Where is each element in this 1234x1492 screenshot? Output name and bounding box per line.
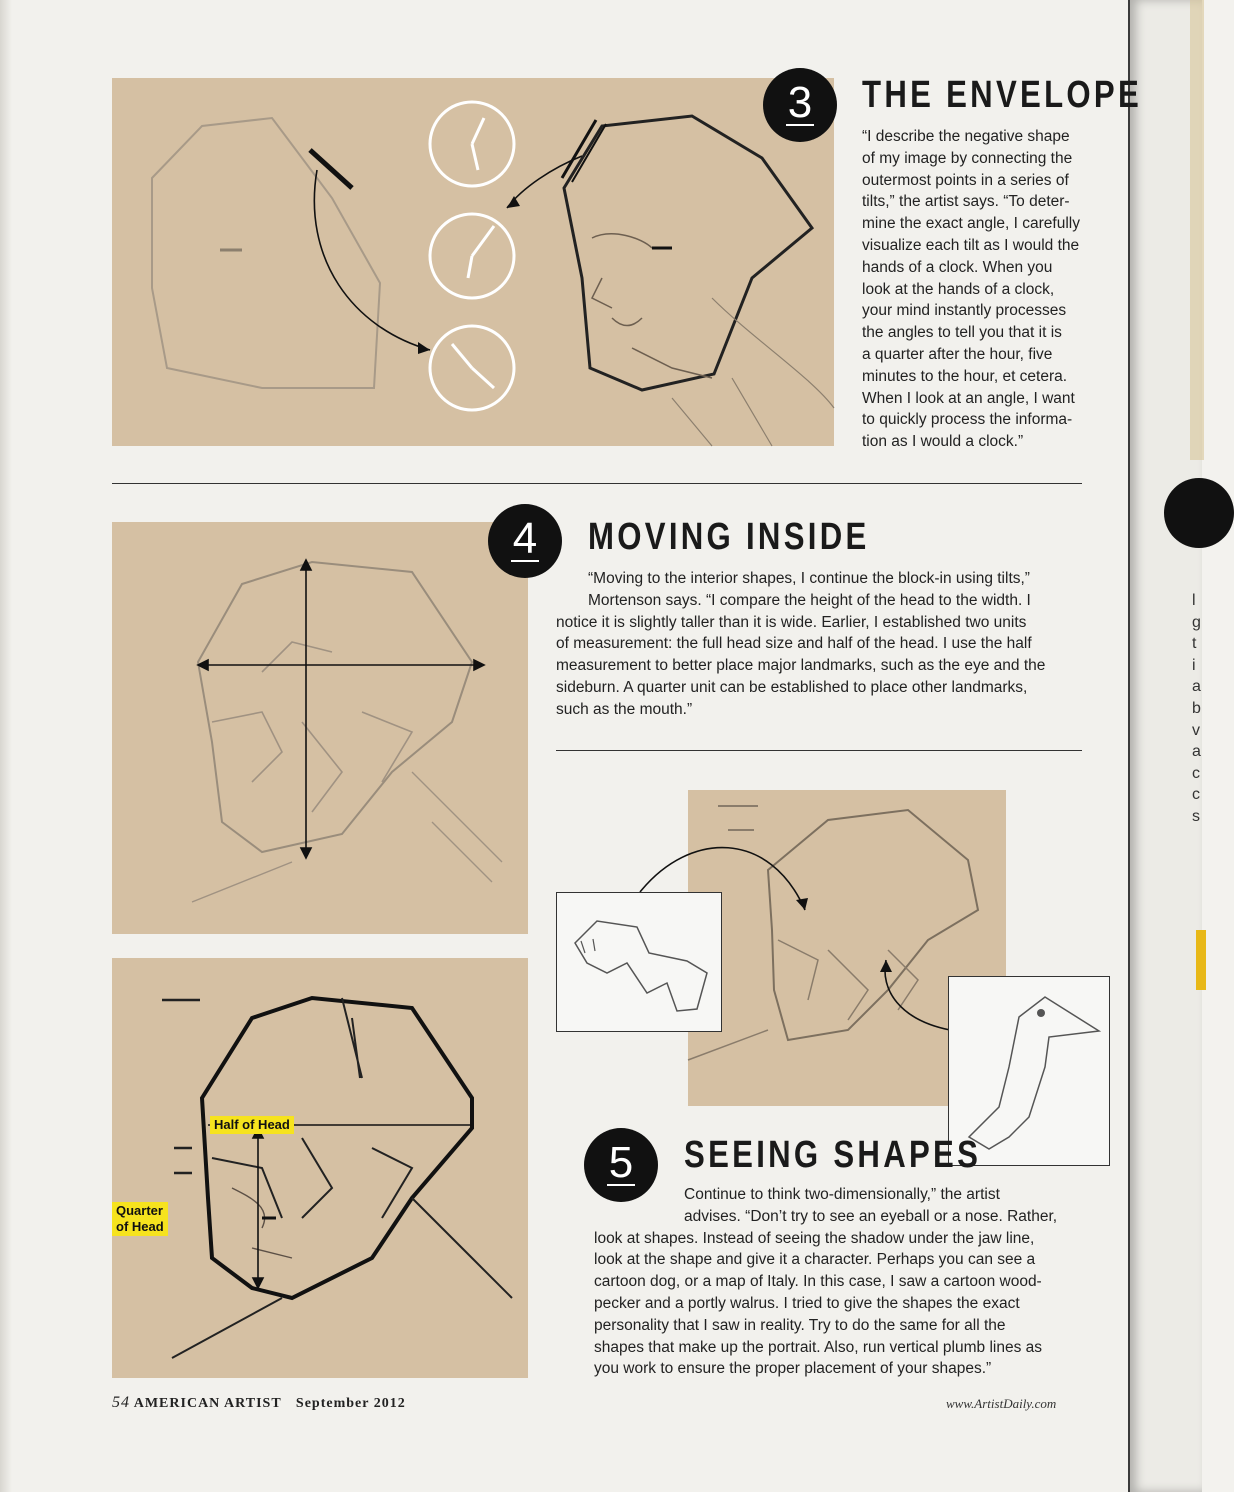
body-line: measurement to better place major landmarks, such as the eye and the bbox=[556, 657, 1046, 675]
page-number: 54 bbox=[112, 1394, 130, 1411]
next-page-letter: b bbox=[1192, 699, 1201, 717]
body-line: When I look at an angle, I want bbox=[862, 389, 1075, 407]
body-line: to quickly process the informa- bbox=[862, 411, 1073, 429]
body-line: notice it is slightly taller than it is wide. Earlier, I established two units bbox=[556, 613, 1027, 631]
section-5-heading: SEEING SHAPES bbox=[684, 1134, 982, 1176]
page-footer bbox=[112, 1394, 406, 1412]
body-line: cartoon dog, or a map of Italy. In this case, I saw a cartoon wood- bbox=[594, 1273, 1042, 1291]
body-line: shapes that make up the portrait. Also, run vertical plumb lines as bbox=[594, 1338, 1043, 1356]
body-line: tion as I would a clock.” bbox=[862, 433, 1024, 451]
walrus-shape-inset bbox=[556, 892, 722, 1032]
body-line: pecker and a portly walrus. I tried to give the shapes the exact bbox=[594, 1294, 1020, 1312]
body-line: “Moving to the interior shapes, I continue the block-in using tilts,” bbox=[588, 570, 1030, 587]
body-line: “I describe the negative shape bbox=[862, 128, 1070, 145]
next-page-letter: a bbox=[1192, 743, 1201, 761]
next-page-image-strip bbox=[1190, 0, 1204, 460]
body-line: advises. “Don’t try to see an eyeball or a nose. Rather, bbox=[684, 1207, 1058, 1225]
body-line: your mind instantly processes bbox=[862, 302, 1067, 320]
section-divider bbox=[556, 750, 1082, 751]
step-3-number: 3 bbox=[787, 78, 813, 127]
next-page-edge bbox=[1128, 0, 1202, 1492]
next-page-yellow-bar bbox=[1196, 930, 1206, 990]
next-page-letter: v bbox=[1192, 721, 1200, 739]
next-page-letter: s bbox=[1192, 807, 1200, 825]
next-page-letter: c bbox=[1192, 764, 1200, 782]
body-line: of my image by connecting the bbox=[862, 149, 1073, 167]
body-line: look at the shape and give it a character. Perhaps you can see a bbox=[594, 1251, 1036, 1269]
step-4-number: 4 bbox=[512, 514, 538, 563]
section-3-body bbox=[862, 126, 1102, 453]
body-line: the angles to tell you that it is bbox=[862, 324, 1062, 342]
next-page-letter: g bbox=[1192, 613, 1201, 631]
body-line: sideburn. A quarter unit can be established to place other landmarks, bbox=[556, 678, 1028, 696]
body-line: you work to ensure the proper placement of your shapes.” bbox=[594, 1360, 992, 1378]
body-line: mine the exact angle, I carefully bbox=[862, 215, 1080, 233]
body-line: look at the hands of a clock, bbox=[862, 280, 1055, 298]
body-line: hands of a clock. When you bbox=[862, 258, 1053, 276]
next-page-letter: c bbox=[1192, 786, 1200, 804]
quarter-of-head-label bbox=[112, 1202, 168, 1236]
step-5-number: 5 bbox=[608, 1138, 634, 1187]
page-binding-edge bbox=[0, 0, 12, 1492]
step-3-badge bbox=[763, 68, 837, 142]
envelope-sketch-image bbox=[112, 78, 834, 446]
body-line: minutes to the hour, et cetera. bbox=[862, 367, 1068, 385]
body-line: outermost points in a series of bbox=[862, 171, 1069, 189]
step-4-badge bbox=[488, 504, 562, 578]
body-line: Continue to think two-dimensionally,” the artist bbox=[684, 1186, 1000, 1203]
next-page-letter: t bbox=[1192, 635, 1197, 653]
body-line: Mortenson says. “I compare the height of the head to the width. I bbox=[588, 591, 1031, 609]
quarter-label-line: Quarter bbox=[116, 1203, 163, 1218]
moving-inside-sketch-image bbox=[112, 522, 528, 934]
body-line: personality that I saw in reality. Try to do the same for all the bbox=[594, 1316, 1006, 1334]
half-quarter-head-drawing bbox=[112, 958, 528, 1378]
next-page-letter: i bbox=[1192, 656, 1196, 674]
section-5-body bbox=[594, 1184, 1104, 1380]
next-page-badge bbox=[1164, 478, 1234, 548]
section-4-heading: MOVING INSIDE bbox=[588, 516, 870, 558]
issue-date: September 2012 bbox=[295, 1396, 406, 1411]
section-3-heading: THE ENVELOPE bbox=[862, 74, 1143, 116]
envelope-sketch-drawing bbox=[112, 78, 834, 446]
body-line: of measurement: the full head size and half of the head. I use the half bbox=[556, 635, 1032, 653]
magazine-name: AMERICAN ARTIST bbox=[133, 1396, 282, 1411]
section-4-body bbox=[556, 568, 1096, 721]
body-line: look at shapes. Instead of seeing the shadow under the jaw line, bbox=[594, 1229, 1035, 1247]
next-page-letter: a bbox=[1192, 678, 1201, 696]
half-quarter-head-sketch-image bbox=[112, 958, 528, 1378]
body-line: a quarter after the hour, five bbox=[862, 345, 1053, 363]
moving-inside-drawing bbox=[112, 522, 528, 934]
section-divider bbox=[112, 483, 1082, 484]
walrus-shape-drawing bbox=[557, 893, 721, 1031]
next-page-letters bbox=[1192, 590, 1201, 828]
quarter-label-line: of Head bbox=[116, 1219, 164, 1234]
next-page-letter: l bbox=[1192, 592, 1196, 609]
body-line: such as the mouth.” bbox=[556, 700, 693, 718]
body-line: visualize each tilt as I would the bbox=[862, 236, 1080, 254]
body-line: tilts,” the artist says. “To deter- bbox=[862, 193, 1070, 211]
footer-url: www.ArtistDaily.com bbox=[946, 1396, 1057, 1411]
half-of-head-label: Half of Head bbox=[210, 1116, 294, 1134]
